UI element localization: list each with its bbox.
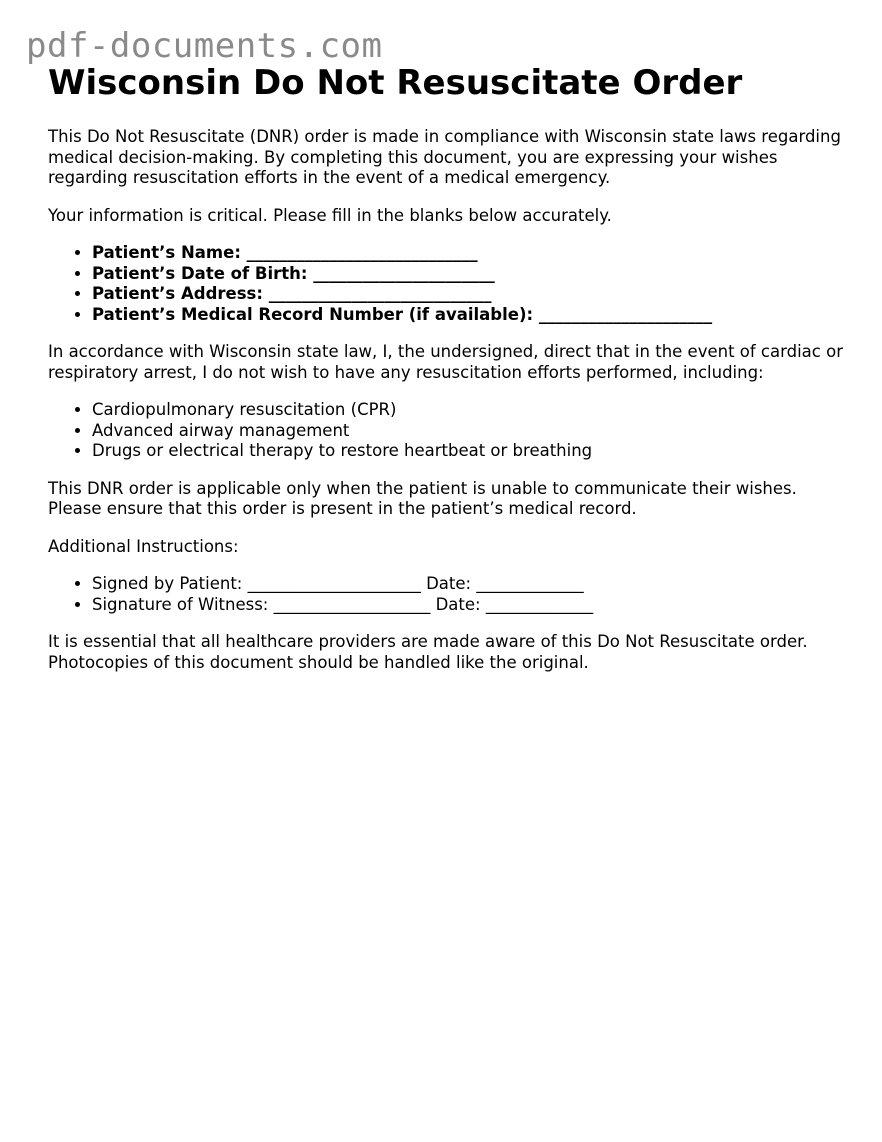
effort-item: • Drugs or electrical therapy to restore heartbeat or breathing — [92, 441, 848, 462]
closing-paragraph: It is essential that all healthcare providers are made aware of this Do Not Resuscitate order. Photocopies of this document should be handled like the original. — [48, 632, 808, 672]
document-title: Wisconsin Do Not Resuscitate Order — [48, 63, 743, 103]
patient-fields-list — [48, 243, 848, 325]
directive-paragraph: In accordance with Wisconsin state law, I, the undersigned, direct that in the event of cardiac or respiratory arrest, I do not wish to have any resuscitation efforts performed, including: — [48, 342, 843, 382]
document-body — [48, 62, 848, 673]
patient-record-number-field: • Patient’s Medical Record Number (if available): _____________________ — [92, 305, 848, 326]
applicability-paragraph: This DNR order is applicable only when the patient is unable to communicate their wishes. Please ensure that this order is present in the patient’s medical record. — [48, 478, 797, 518]
patient-address-field: • Patient’s Address: ___________________________ — [92, 284, 848, 305]
watermark: pdf-documents.com — [26, 26, 383, 66]
intro-paragraph: This Do Not Resuscitate (DNR) order is made in compliance with Wisconsin state laws regarding medical decision-making. By completing this document, you are expressing your wishes regarding resuscitation efforts in the event of a medical emergency. — [48, 127, 841, 187]
patient-signature-line: • Signed by Patient: _____________________ Date: _____________ — [92, 574, 848, 595]
patient-dob-field: • Patient’s Date of Birth: ______________________ — [92, 264, 848, 285]
effort-item: • Advanced airway management — [92, 421, 848, 442]
witness-signature-line: • Signature of Witness: ___________________ Date: _____________ — [92, 595, 848, 616]
additional-instructions-label: Additional Instructions: — [48, 536, 239, 556]
effort-item: • Cardiopulmonary resuscitation (CPR) — [92, 400, 848, 421]
efforts-list — [48, 400, 848, 462]
fill-instruction: Your information is critical. Please fill in the blanks below accurately. — [48, 205, 612, 225]
signature-list — [48, 574, 848, 615]
patient-name-field: • Patient’s Name: ____________________________ — [92, 243, 848, 264]
